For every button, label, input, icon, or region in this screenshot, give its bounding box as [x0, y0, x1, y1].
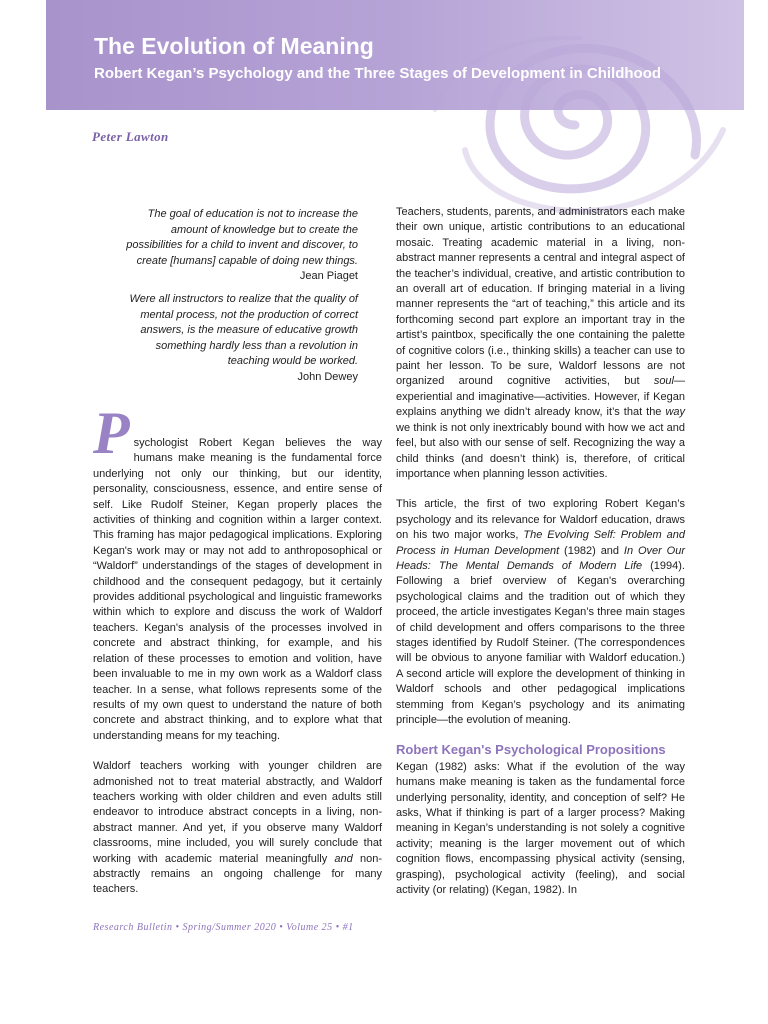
emphasis: and: [334, 852, 353, 865]
article-title: The Evolution of Meaning: [94, 33, 374, 59]
body-column-right: [396, 205, 685, 898]
dropcap-spacer: [93, 400, 382, 436]
paragraph-text: sychologist Robert Kegan believes the way humans make meaning is the fundamental force underlying not only our thinking, but our identity, personality, consciousness, essence, and entire sense of self. Like Rudolf Steiner, Kegan properly places the activities of thinking and cognition within a larger context. This framing has major pedagogical implications. Exploring Kegan's work may or may not add to anthroposophical or “Waldorf” understandings of the stages of development in childhood and the consequent pedagogy, but it certainly provides additional psychological and linguistic frameworks within which to explore and discuss the work of Waldorf teachers. Kegan's analysis of the processes involved in concrete and abstract thinking, for example, and his relation of these processes to emotion and volition, have been invaluable to me in my own work as a Waldorf class teacher. In a sense, what follows represents some of the results of my own quest to understand the nature of both concrete and abstract thinking, and to explore what that understanding means for my teaching.: [93, 437, 382, 742]
paragraph-text: Teachers, students, parents, and administrators each make their own unique, artistic contributions to an educational mosaic. Treating academic material in a living, non-abstract manner represents a central and integral aspect of the teacher’s individual, creative, and artistic contribution to an overall art of education. If bringing material in a living manner represents the “art of teaching,” this article and its forthcoming second part explore an important tray in the artist’s paintbox, specifically the one containing the palette of cognitive colors (i.e., thinking skills) a teacher can use to paint her lesson. To be sure, Waldorf lessons are not organized around cognitive activities, but: [396, 206, 685, 388]
paragraph: [93, 759, 382, 898]
paragraph-text: we think is not only inextricably bound with how we act and feel, but also with our sense of self. Recognizing the way a child thinks (and doesn’t think) is, therefore, of critical importance when planning lesson activities.: [396, 421, 685, 480]
paragraph-text: Waldorf teachers working with younger children are admonished not to treat material abstractly, and Waldorf teachers working with older children and even adults still endeavor to introduce abstract concepts in a living, non-abstract manner. And yet, if you observe many Waldorf classrooms, mine included, you will surely conclude that working with academic material meaningfully: [93, 760, 382, 865]
paragraph-text: (1982) and: [559, 544, 624, 557]
epigraph-quote: The goal of education is not to increase the amount of knowledge but to create the possibilities for a child to invent and discover, to create [humans] capable of doing new things.: [126, 208, 358, 267]
footer-citation: Research Bulletin • Spring/Summer 2020 • Volume 25 • #1: [93, 922, 354, 933]
paragraph-text: (1994). Following a brief overview of Kegan's overarching psychological claims and the tradition out of which they proceed, the article investigates Kegan’s three main stages of child development and offers comparisons to the three stages identified by Rudolf Steiner. (The correspondences will be obvious to anyone familiar with Waldorf education.) A second article will explore the development of thinking in Waldorf schools and other pedagogical implications stemming from Kegan’s psychology and its animating principle—the evolution of meaning.: [396, 559, 685, 726]
author-name: Peter Lawton: [92, 129, 169, 144]
emphasis: way: [665, 406, 685, 419]
drop-cap: P: [93, 400, 130, 466]
section-heading: Robert Kegan's Psychological Propositions: [396, 742, 666, 758]
body-column-left: [93, 400, 382, 898]
epigraph-dewey: [112, 292, 358, 386]
book-title: In Over Our Heads: The Mental Demands of Modern Life: [396, 544, 685, 572]
paragraph: [93, 400, 382, 744]
paragraph-text: This article, the first of two exploring Robert Kegan’s psychology and its relevance for Waldorf education, draws on his two major works,: [396, 498, 685, 542]
paragraph: [396, 497, 685, 728]
epigraph-attribution: Jean Piaget: [299, 270, 358, 283]
paragraph: Kegan (1982) asks: What if the evolution of the way humans make meaning is taken as the fundamental force underlying personality, identity, and conception of self? He asks, What if thinking is part of a larger process? Making meaning in Kegan’s understanding is not solely a cognitive activity; meaning is the larger movement out of which cognition flows, encompassing physical activity (sensing, grasping), psychological activity (feeling), and social activity (or relating) (Kegan, 1982). In: [396, 760, 685, 897]
paragraph-text: non-abstractly remains an ongoing challenge for many teachers.: [93, 852, 382, 896]
paragraph: [396, 205, 685, 482]
emphasis: soul: [653, 375, 674, 388]
epigraph-quote: Were all instructors to realize that the quality of mental process, not the production of correct answers, is the measure of educative growth something hardly less than a revolution in teaching would be worked.: [129, 293, 358, 368]
article-subtitle: Robert Kegan’s Psychology and the Three Stages of Development in Childhood: [94, 65, 662, 82]
epigraph-attribution: John Dewey: [297, 370, 358, 383]
paragraph-text: —experiential and imaginative—activities. However, if Kegan explains anything we didn’t already know, it’s that the: [396, 375, 685, 419]
swirl-decoration: [405, 30, 735, 220]
book-title: The Evolving Self: Problem and Process in Human Development: [396, 529, 685, 557]
epigraph-piaget: [112, 207, 358, 285]
